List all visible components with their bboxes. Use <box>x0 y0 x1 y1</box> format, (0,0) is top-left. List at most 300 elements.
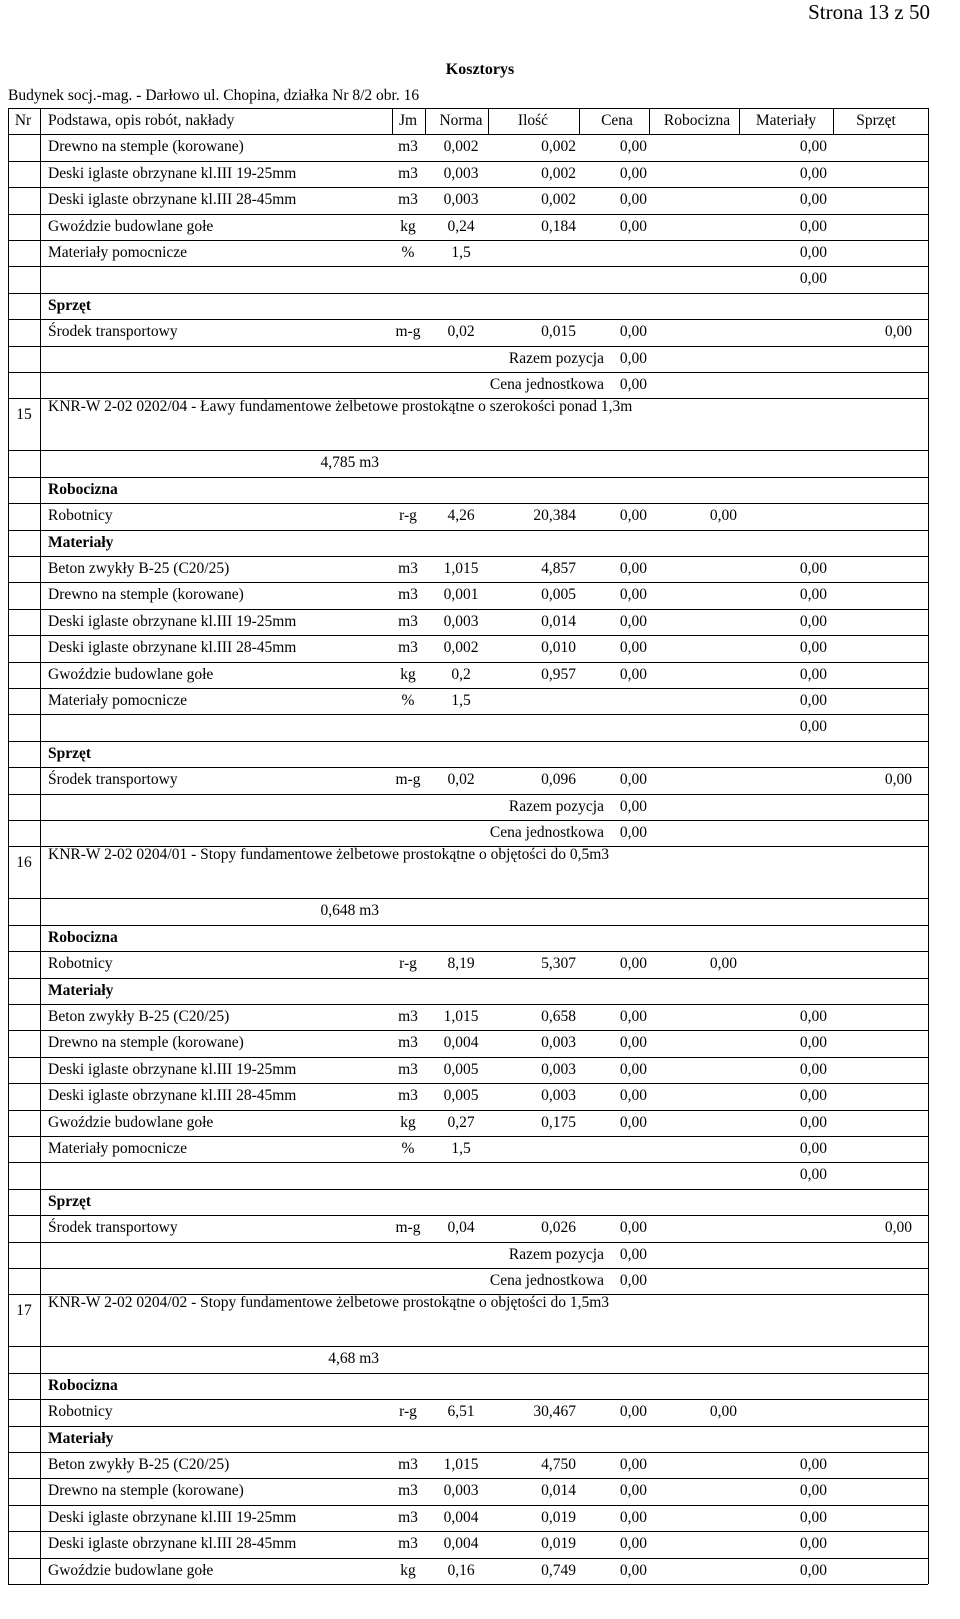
grid-line <box>40 635 41 661</box>
grid-line <box>8 266 9 292</box>
cell-mat: 0,00 <box>799 1535 827 1553</box>
grid-line <box>8 319 9 345</box>
grid-line <box>40 530 41 556</box>
grid-line <box>8 108 9 134</box>
grid-line <box>8 898 9 924</box>
cell-jm: m3 <box>398 1060 418 1078</box>
grid-line <box>8 1399 928 1400</box>
table-row <box>0 1136 960 1162</box>
section-label-row <box>0 477 960 503</box>
table-row <box>0 1057 960 1083</box>
grid-line <box>40 161 41 187</box>
cell-norma: 0,24 <box>447 217 475 235</box>
grid-line <box>8 978 928 979</box>
grid-line <box>8 1505 9 1531</box>
cell-cena: 0,00 <box>619 507 647 525</box>
grid-line <box>928 1505 929 1531</box>
cell-mat: 0,00 <box>799 217 827 235</box>
total-label: Razem pozycja <box>508 797 604 815</box>
table-row <box>0 1531 960 1557</box>
table-row <box>0 1399 960 1425</box>
grid-line <box>8 1346 928 1347</box>
cell-mat: 0,00 <box>799 1087 827 1105</box>
position-quantity: 4,785 m3 <box>320 454 379 472</box>
resource-name: Deski iglaste obrzynane kl.III 19-25mm <box>48 612 297 630</box>
grid-line <box>40 1426 41 1452</box>
cell-cena: 0,00 <box>619 1482 647 1500</box>
cell-mat: 0,00 <box>799 665 827 683</box>
grid-line <box>928 714 929 740</box>
grid-line <box>40 450 41 476</box>
section-label: Materiały <box>48 981 114 999</box>
grid-line <box>928 794 929 820</box>
grid-line <box>8 688 928 689</box>
total-row <box>0 1268 960 1294</box>
grid-line <box>8 767 928 768</box>
header-cell: Materiały <box>755 112 817 129</box>
grid-line <box>8 372 9 398</box>
grid-line <box>8 741 9 767</box>
cell-jm: m3 <box>398 1456 418 1473</box>
cell-ilosc: 0,184 <box>541 217 576 235</box>
grid-line <box>40 1162 41 1188</box>
grid-line <box>8 214 928 215</box>
section-label-row <box>0 741 960 767</box>
grid-line <box>40 372 41 398</box>
cell-cena: 0,00 <box>619 771 647 789</box>
grid-line <box>40 1215 41 1241</box>
section-label-row <box>0 1189 960 1215</box>
grid-line <box>8 134 9 160</box>
cell-jm: r-g <box>399 955 417 973</box>
cell-ilosc: 0,002 <box>541 164 576 182</box>
total-label: Cena jednostkowa <box>489 824 604 841</box>
grid-line <box>8 609 928 610</box>
table-row <box>0 688 960 714</box>
grid-line <box>8 794 928 795</box>
grid-line <box>928 582 929 608</box>
resource-name: Deski iglaste obrzynane kl.III 28-45mm <box>48 1535 297 1553</box>
total-value: 0,00 <box>619 1272 647 1289</box>
cell-cena: 0,00 <box>619 665 647 683</box>
cell-norma: 0,004 <box>443 1535 479 1553</box>
grid-line <box>488 108 489 134</box>
cell-norma: 1,5 <box>451 244 471 261</box>
table-row <box>0 1558 960 1584</box>
cell-jm: r-g <box>399 1403 417 1421</box>
cell-spr: 0,00 <box>884 771 912 789</box>
cell-norma: 0,003 <box>443 1482 479 1500</box>
cell-spr: 0,00 <box>884 1219 912 1237</box>
grid-line <box>8 1110 928 1111</box>
grid-line <box>8 1057 9 1083</box>
grid-line <box>40 503 41 529</box>
total-row <box>0 1242 960 1268</box>
grid-line <box>8 346 928 347</box>
cell-ilosc: 30,467 <box>533 1403 576 1421</box>
cell-rob: 0,00 <box>709 1403 737 1421</box>
total-row <box>0 794 960 820</box>
cell-mat: 0,00 <box>799 270 827 288</box>
table-row <box>0 1452 960 1478</box>
cell-norma: 0,003 <box>443 191 479 209</box>
cell-jm: m3 <box>398 1034 418 1052</box>
grid-line <box>928 161 929 187</box>
cell-cena: 0,00 <box>619 217 647 235</box>
grid-line <box>8 1531 9 1557</box>
document-subtitle: Budynek socj.-mag. - Darłowo ul. Chopina, działka Nr 8/2 obr. 16 <box>8 87 420 104</box>
grid-line <box>40 1478 41 1504</box>
grid-line <box>8 925 9 951</box>
grid-line <box>928 1478 929 1504</box>
cell-cena: 0,00 <box>619 1087 647 1105</box>
grid-line <box>40 1242 41 1268</box>
grid-line <box>8 1373 928 1374</box>
cell-cena: 0,00 <box>619 1113 647 1131</box>
cell-jm: % <box>401 1140 415 1157</box>
grid-line <box>928 978 929 1004</box>
grid-line <box>8 1136 9 1162</box>
grid-line <box>928 108 929 134</box>
cell-rob: 0,00 <box>709 955 737 973</box>
table-row <box>0 1030 960 1056</box>
grid-line <box>8 1373 9 1399</box>
grid-line <box>40 582 41 608</box>
grid-line <box>928 898 929 924</box>
grid-line <box>928 1215 929 1241</box>
grid-line <box>928 846 929 898</box>
cell-cena: 0,00 <box>619 1561 647 1579</box>
grid-line <box>8 161 928 162</box>
grid-line <box>40 741 41 767</box>
cell-norma: 8,19 <box>447 955 475 973</box>
cell-cena: 0,00 <box>619 138 647 156</box>
grid-line <box>40 214 41 240</box>
table-row <box>0 187 960 213</box>
grid-line <box>8 951 928 952</box>
section-label-row <box>0 530 960 556</box>
grid-line <box>40 609 41 635</box>
grid-line <box>8 1030 928 1031</box>
cell-mat: 0,00 <box>799 586 827 604</box>
grid-line <box>928 741 929 767</box>
grid-line <box>928 556 929 582</box>
table-row <box>0 635 960 661</box>
total-row <box>0 346 960 372</box>
cell-jm: % <box>401 692 415 709</box>
grid-line <box>928 1004 929 1030</box>
grid-line <box>8 1110 9 1136</box>
grid-line <box>8 898 928 899</box>
grid-line <box>8 214 9 240</box>
cell-mat: 0,00 <box>799 1060 827 1078</box>
cell-ilosc: 0,019 <box>541 1535 576 1553</box>
position-description: KNR-W 2-02 0202/04 - Ławy fundamentowe żelbetowe prostokątne o szerokości ponad 1,3m <box>48 398 633 416</box>
cell-jm: m3 <box>398 1008 418 1025</box>
cell-ilosc: 0,015 <box>541 323 576 341</box>
total-value: 0,00 <box>619 376 647 393</box>
table-row <box>0 1478 960 1504</box>
grid-line <box>928 1531 929 1557</box>
section-label-row <box>0 925 960 951</box>
table-row <box>0 609 960 635</box>
grid-line <box>8 1426 928 1427</box>
grid-line <box>40 951 41 977</box>
grid-line <box>8 266 928 267</box>
grid-line <box>40 767 41 793</box>
grid-line <box>8 1452 928 1453</box>
resource-name: Materiały pomocnicze <box>48 692 188 709</box>
cell-ilosc: 0,096 <box>541 771 576 789</box>
cell-ilosc: 0,014 <box>541 612 576 630</box>
cell-norma: 0,04 <box>447 1219 475 1237</box>
cell-mat: 0,00 <box>799 1008 827 1025</box>
grid-line <box>928 1399 929 1425</box>
grid-line <box>40 556 41 582</box>
grid-line <box>40 1057 41 1083</box>
grid-line <box>649 108 650 134</box>
grid-line <box>8 1584 928 1585</box>
grid-line <box>40 846 41 898</box>
grid-line <box>8 846 9 898</box>
cell-cena: 0,00 <box>619 955 647 973</box>
grid-line <box>8 662 928 663</box>
cell-jm: m3 <box>398 586 418 604</box>
grid-line <box>8 1057 928 1058</box>
grid-line <box>8 187 9 213</box>
grid-line <box>928 1346 929 1372</box>
section-label: Sprzęt <box>48 296 92 314</box>
grid-line <box>8 503 9 529</box>
grid-line <box>8 582 9 608</box>
cell-jm: m3 <box>398 1087 418 1105</box>
grid-line <box>928 398 929 450</box>
grid-line <box>40 187 41 213</box>
section-label-row <box>0 1426 960 1452</box>
grid-line <box>8 1268 9 1294</box>
cell-spr: 0,00 <box>884 323 912 341</box>
grid-line <box>40 898 41 924</box>
resource-name: Deski iglaste obrzynane kl.III 28-45mm <box>48 639 297 657</box>
position-quantity: 4,68 m3 <box>328 1350 379 1368</box>
total-value: 0,00 <box>619 797 647 815</box>
cell-norma: 1,015 <box>443 1008 479 1025</box>
grid-line <box>8 1346 9 1372</box>
grid-line <box>928 1558 929 1584</box>
resource-name: Beton zwykły B-25 (C20/25) <box>48 560 230 577</box>
cell-mat: 0,00 <box>799 560 827 577</box>
resource-name: Deski iglaste obrzynane kl.III 19-25mm <box>48 1060 297 1078</box>
cell-norma: 0,27 <box>447 1113 475 1131</box>
grid-line <box>8 1478 9 1504</box>
grid-line <box>928 1136 929 1162</box>
grid-line <box>40 319 41 345</box>
grid-line <box>8 108 928 109</box>
cell-norma: 0,004 <box>443 1034 479 1052</box>
resource-name: Deski iglaste obrzynane kl.III 28-45mm <box>48 1087 297 1105</box>
cell-norma: 1,015 <box>443 560 479 577</box>
cell-cena: 0,00 <box>619 323 647 341</box>
cell-ilosc: 0,005 <box>541 586 576 604</box>
grid-line <box>8 714 928 715</box>
table-header <box>0 108 960 134</box>
cell-norma: 0,003 <box>443 612 479 630</box>
grid-line <box>40 240 41 266</box>
grid-line <box>8 1004 9 1030</box>
grid-line <box>40 1558 41 1584</box>
resource-name: Środek transportowy <box>48 323 178 341</box>
table-row <box>0 767 960 793</box>
cell-ilosc: 0,019 <box>541 1508 576 1526</box>
cell-norma: 4,26 <box>447 507 475 525</box>
grid-line <box>8 398 9 450</box>
cell-mat: 0,00 <box>799 138 827 156</box>
cell-mat: 0,00 <box>799 612 827 630</box>
total-value: 0,00 <box>619 1245 647 1263</box>
grid-line <box>579 108 580 134</box>
grid-line <box>8 1426 9 1452</box>
cell-norma: 0,002 <box>443 639 479 657</box>
grid-line <box>40 1030 41 1056</box>
grid-line <box>928 1057 929 1083</box>
cell-mat: 0,00 <box>799 1561 827 1579</box>
grid-line <box>8 450 928 451</box>
grid-line <box>928 609 929 635</box>
total-value: 0,00 <box>619 349 647 367</box>
grid-line <box>40 1083 41 1109</box>
position-number: 16 <box>16 854 32 872</box>
quantity-row <box>0 450 960 476</box>
grid-line <box>928 1110 929 1136</box>
cell-mat: 0,00 <box>799 1508 827 1526</box>
grid-line <box>928 1242 929 1268</box>
cell-ilosc: 0,002 <box>541 191 576 209</box>
resource-name: Materiały pomocnicze <box>48 1140 188 1157</box>
grid-line <box>8 1242 9 1268</box>
cell-ilosc: 20,384 <box>533 507 576 525</box>
grid-line <box>8 1083 9 1109</box>
grid-line <box>40 108 41 134</box>
grid-line <box>8 714 9 740</box>
cell-ilosc: 0,175 <box>541 1113 576 1131</box>
cell-cena: 0,00 <box>619 191 647 209</box>
grid-line <box>8 319 928 320</box>
cell-cena: 0,00 <box>619 1535 647 1553</box>
cell-mat: 0,00 <box>799 1113 827 1131</box>
grid-line <box>928 1189 929 1215</box>
section-label-row <box>0 978 960 1004</box>
grid-line <box>928 1426 929 1452</box>
cell-rob: 0,00 <box>709 507 737 525</box>
grid-line <box>8 1004 928 1005</box>
total-label: Razem pozycja <box>508 1245 604 1263</box>
position-row <box>0 846 960 898</box>
grid-line <box>40 1373 41 1399</box>
grid-line <box>40 978 41 1004</box>
resource-name: Deski iglaste obrzynane kl.III 28-45mm <box>48 191 297 209</box>
grid-line <box>833 108 834 134</box>
grid-line <box>8 978 9 1004</box>
resource-name: Gwoździe budowlane gołe <box>48 217 214 235</box>
grid-line <box>392 108 393 134</box>
grid-line <box>928 951 929 977</box>
grid-line <box>40 1189 41 1215</box>
section-label-row <box>0 1373 960 1399</box>
grid-line <box>8 1030 9 1056</box>
section-label: Robocizna <box>48 1376 118 1394</box>
table-row <box>0 161 960 187</box>
cell-jm: m3 <box>398 560 418 577</box>
table-row <box>0 240 960 266</box>
grid-line <box>928 1030 929 1056</box>
cell-jm: m3 <box>398 191 418 209</box>
document-title: Kosztorys <box>445 61 515 78</box>
grid-line <box>8 1558 928 1559</box>
cell-jm: m-g <box>395 1219 421 1237</box>
grid-line <box>928 372 929 398</box>
grid-line <box>40 794 41 820</box>
cell-mat: 0,00 <box>799 1482 827 1500</box>
cell-norma: 0,002 <box>443 138 479 156</box>
table-row <box>0 1110 960 1136</box>
table-row <box>0 951 960 977</box>
table-row <box>0 662 960 688</box>
resource-name: Drewno na stemple (korowane) <box>48 1034 244 1052</box>
grid-line <box>8 1294 9 1346</box>
grid-line <box>928 240 929 266</box>
cell-jm: r-g <box>399 507 417 525</box>
cell-norma: 0,16 <box>447 1561 475 1579</box>
grid-line <box>8 1162 928 1163</box>
grid-line <box>8 1215 928 1216</box>
grid-line <box>928 450 929 476</box>
cell-cena: 0,00 <box>619 1034 647 1052</box>
header-cell: Norma <box>439 112 483 129</box>
grid-line <box>8 240 9 266</box>
grid-line <box>8 556 9 582</box>
cell-norma: 0,004 <box>443 1508 479 1526</box>
grid-line <box>8 1215 9 1241</box>
table-row <box>0 1215 960 1241</box>
position-row <box>0 1294 960 1346</box>
grid-line <box>8 1505 928 1506</box>
position-row <box>0 398 960 450</box>
section-label: Robocizna <box>48 928 118 946</box>
cell-cena: 0,00 <box>619 586 647 604</box>
grid-line <box>8 925 928 926</box>
cell-cena: 0,00 <box>619 612 647 630</box>
grid-line <box>40 1531 41 1557</box>
grid-line <box>928 214 929 240</box>
grid-line <box>8 240 928 241</box>
grid-line <box>40 1294 41 1346</box>
grid-line <box>40 688 41 714</box>
cell-norma: 1,5 <box>451 1140 471 1157</box>
resource-name: Środek transportowy <box>48 1219 178 1237</box>
grid-line <box>928 503 929 529</box>
header-cell: Cena <box>601 112 633 129</box>
grid-line <box>8 1268 928 1269</box>
empty-row <box>0 714 960 740</box>
grid-line <box>8 372 928 373</box>
section-label: Materiały <box>48 1429 114 1447</box>
cell-jm: m-g <box>395 771 421 789</box>
cell-ilosc: 4,857 <box>541 560 576 577</box>
cell-norma: 0,005 <box>443 1087 479 1105</box>
grid-line <box>928 1162 929 1188</box>
grid-line <box>8 1242 928 1243</box>
grid-line <box>8 1162 9 1188</box>
